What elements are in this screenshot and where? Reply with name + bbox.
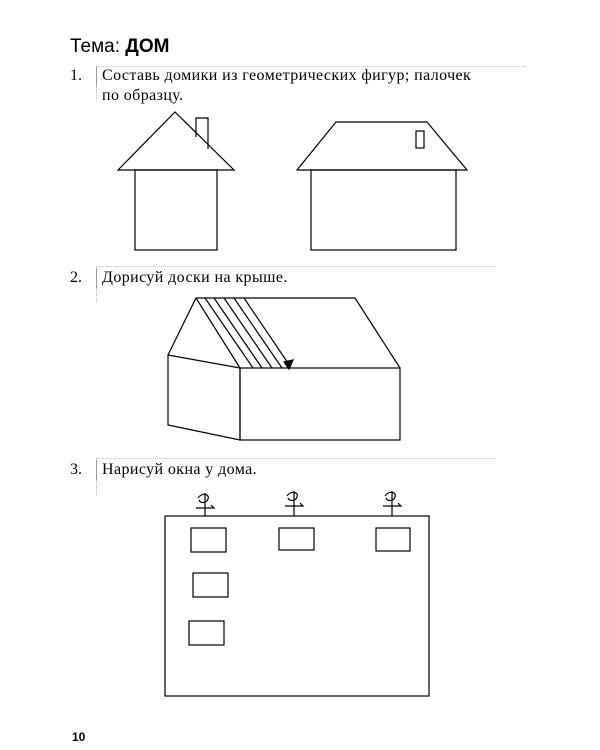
task-number: 2.	[70, 268, 97, 288]
house-3d-side-wall	[168, 355, 240, 440]
house-1-chimney	[196, 118, 208, 149]
task-number: 3.	[70, 460, 97, 480]
house-3d-front-wall	[240, 368, 400, 440]
task-1-line-2: по образцу.	[102, 87, 184, 104]
roof-board	[205, 298, 253, 368]
house-1-wall	[135, 170, 217, 250]
house-windows	[165, 491, 429, 696]
task-2-text: Дорисуй доски на крыше.	[102, 269, 288, 286]
window	[279, 528, 314, 550]
house-1-roof	[118, 112, 234, 170]
window	[191, 528, 226, 552]
house-2-window	[416, 131, 424, 148]
window	[193, 573, 228, 597]
house-sample-1	[118, 112, 234, 250]
window	[376, 528, 410, 551]
window	[189, 621, 224, 645]
roof-board	[224, 298, 272, 368]
roof-board	[244, 298, 290, 366]
roof-board	[214, 298, 262, 368]
task-1-line-1: Составь домики из геометрических фигур; палочек	[102, 67, 472, 84]
house-3d-roof-edge	[196, 298, 240, 368]
house-2-wall	[311, 170, 456, 250]
roof-board	[234, 298, 282, 368]
antenna-icon	[285, 491, 303, 516]
house-wall	[165, 516, 429, 696]
title-label: Тема:	[70, 36, 121, 57]
antenna-icon	[383, 491, 401, 516]
task-number: 1.	[70, 66, 97, 86]
house-2-roof	[297, 122, 467, 170]
page-number: 10	[72, 730, 86, 744]
house-3d	[168, 298, 400, 440]
antenna-icon	[196, 493, 214, 516]
task-3-text: Нарисуй окна у дома.	[102, 461, 258, 478]
title-topic: ДОМ	[125, 36, 170, 57]
house-sample-2	[297, 122, 467, 250]
